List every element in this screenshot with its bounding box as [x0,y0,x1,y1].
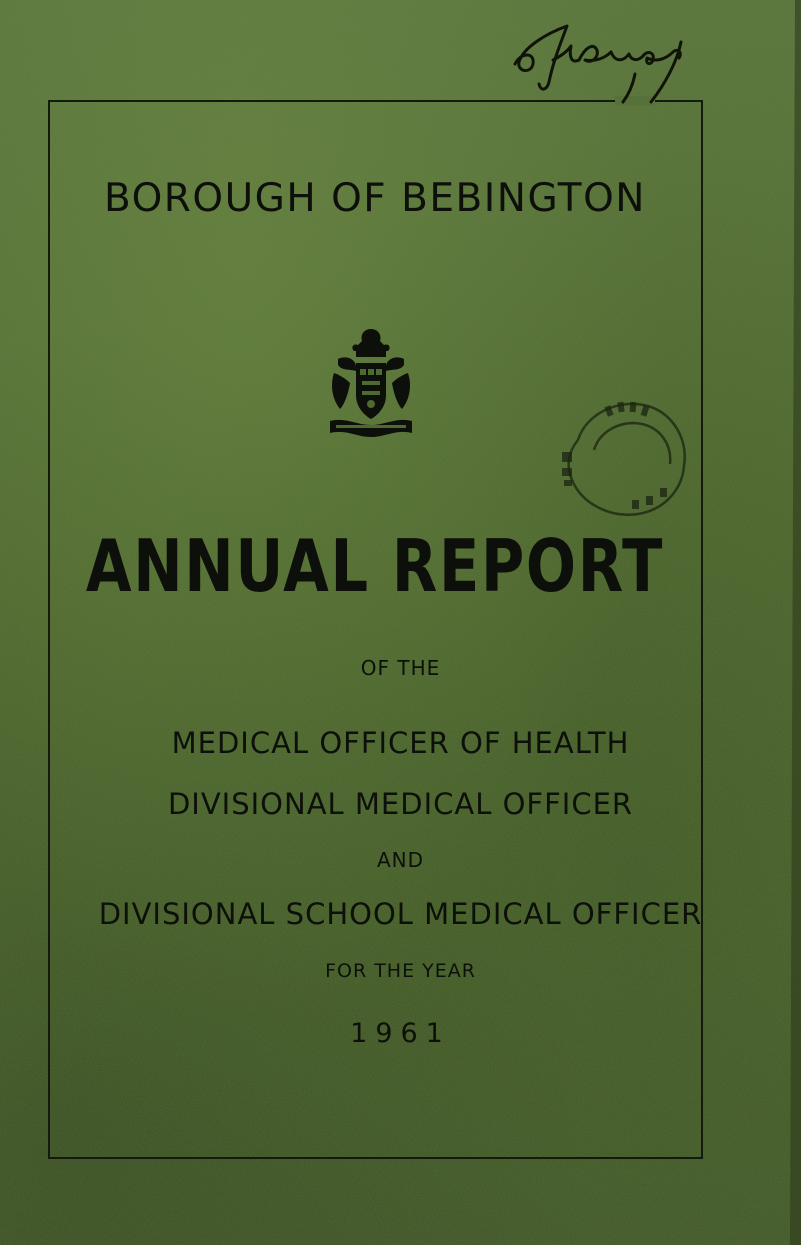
officer-divisional-school-medical-officer: DIVISIONAL SCHOOL MEDICAL OFFICER [98,897,703,931]
handwritten-note [505,12,695,107]
and-text: AND [376,848,425,872]
for-the-year-text: FOR THE YEAR [325,960,476,982]
report-year: 1961 [350,1018,451,1049]
officer-divisional-medical-officer: DIVISIONAL MEDICAL OFFICER [167,787,634,821]
library-stamp-icon [548,380,698,530]
report-title: ANNUAL REPORT [85,524,665,608]
of-the-text: OF THE [360,656,441,680]
officer-medical-officer-of-health: MEDICAL OFFICER OF HEALTH [171,726,630,760]
cover-border [48,100,703,1159]
borough-name: BOROUGH OF BEBINGTON [104,176,646,221]
borough-coat-of-arms-icon [326,325,416,440]
